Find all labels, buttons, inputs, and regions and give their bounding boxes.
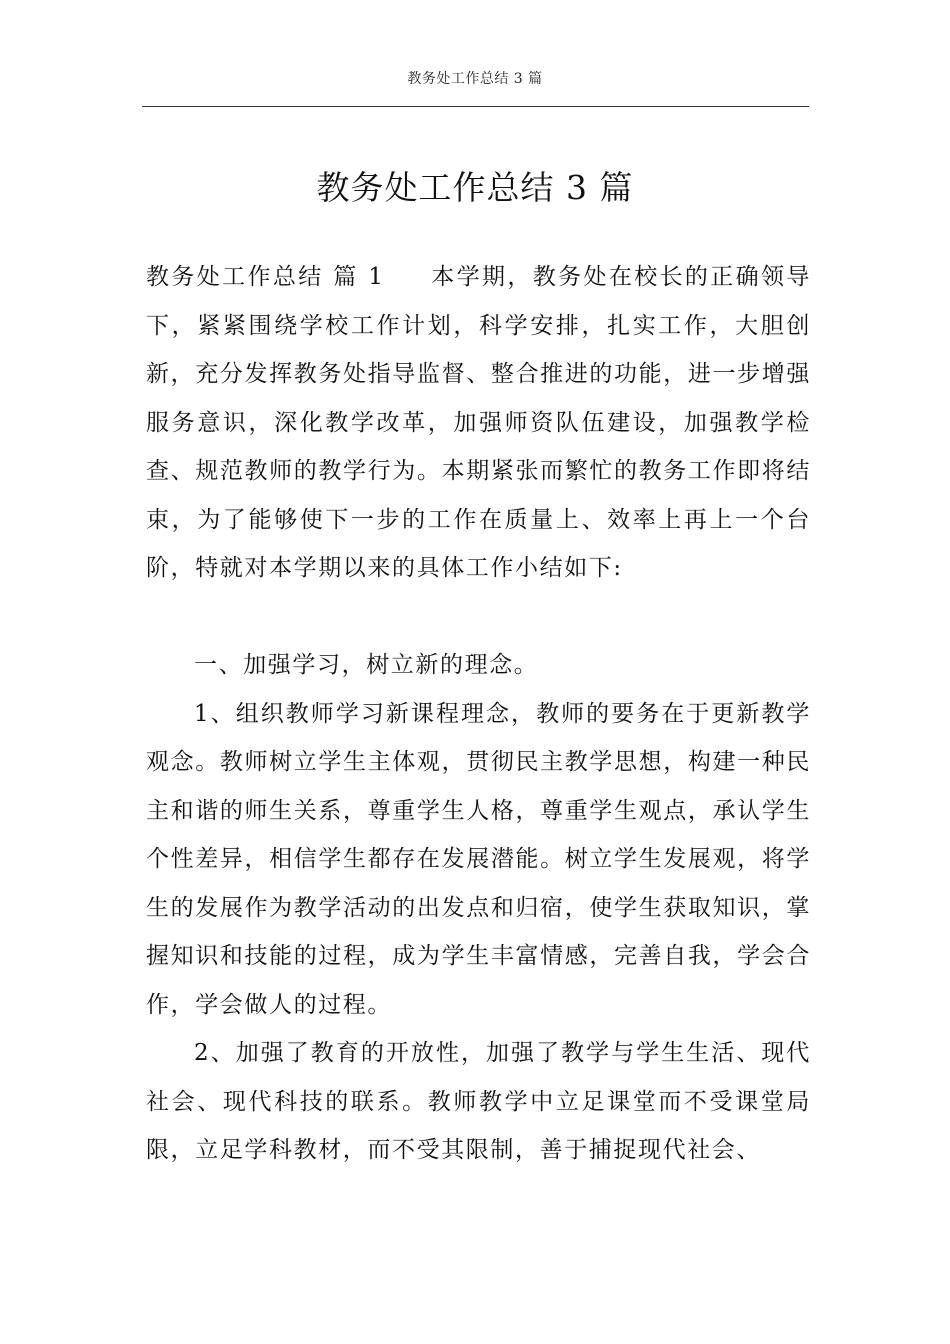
running-header: 教务处工作总结 3 篇: [407, 71, 543, 87]
intro-label: 教务处工作总结 篇 1: [146, 264, 385, 290]
intro-text: 本学期，教务处在校长的正确领导下，紧紧围绕学校工作计划，科学安排，扎实工作，大胆创新，充分发挥教务处指导监督、整合推进的功能，进一步增强服务意识，深化教学改革，加强师资队伍建设，加强教学检查、规范教师的教学行为。本期紧张而繁忙的教务工作即将结束，为了能够使下一步的工作在质量上、效率上再上一个台阶，特就对本学期以来的具体工作小结如下:: [146, 264, 811, 581]
header-divider: [142, 106, 809, 107]
paragraph-spacer: [146, 593, 811, 642]
body-paragraph-1: 1、组织教师学习新课程理念，教师的要务在于更新教学观念。教师树立学生主体观，贯彻民主教学思想，构建一种民主和谐的师生关系，尊重学生人格，尊重学生观点，承认学生个性差异，相信学生都存在发展潜能。树立学生发展观，将学生的发展作为教学活动的出发点和归宿，使学生获取知识，掌握知识和技能的过程，成为学生丰富情感，完善自我，学会合作，学会做人的过程。: [146, 700, 811, 1018]
document-body: [146, 253, 811, 1175]
intro-paragraph: [146, 253, 811, 593]
section-heading: 一、加强学习，树立新的理念。: [194, 652, 539, 678]
body-paragraph-2: 2、加强了教育的开放性，加强了教学与学生生活、现代社会、现代科技的联系。教师教学中立足课堂而不受课堂局限，立足学科教材，而不受其限制，善于捕捉现代社会、: [146, 1040, 811, 1163]
document-title: 教务处工作总结 3 篇: [316, 168, 634, 207]
